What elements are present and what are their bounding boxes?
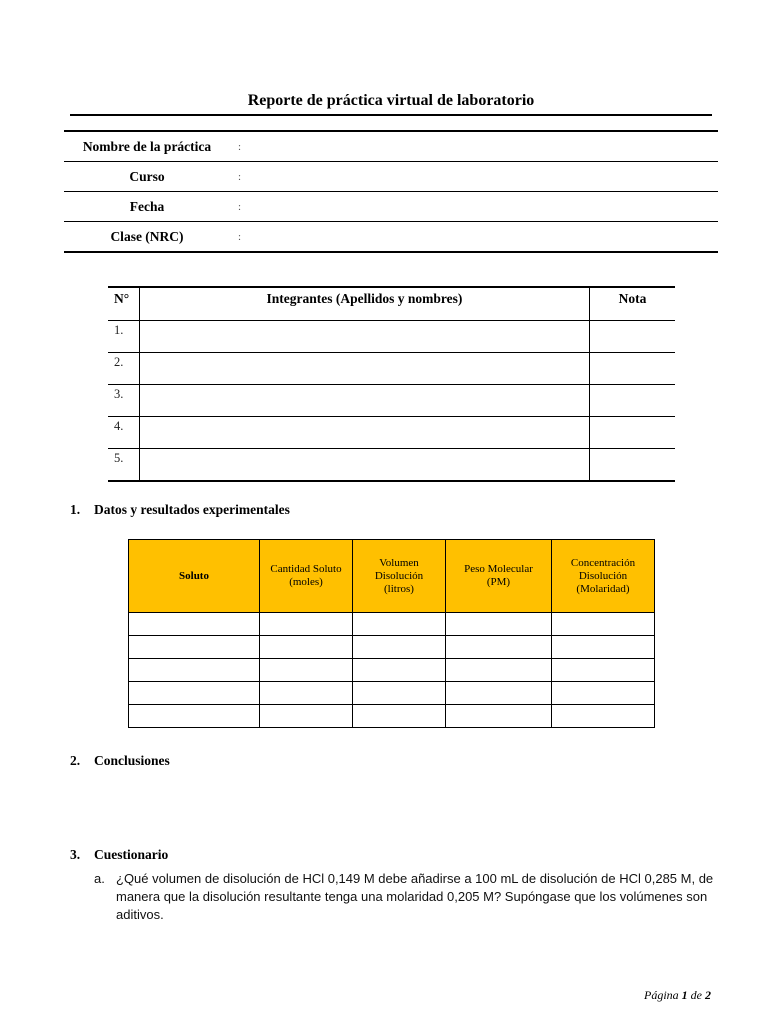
table-row — [129, 636, 655, 659]
table-row — [108, 385, 675, 417]
data-cell[interactable] — [129, 613, 260, 636]
header-line: (PM) — [486, 576, 511, 588]
data-cell[interactable] — [552, 705, 655, 728]
data-cell[interactable] — [446, 613, 552, 636]
data-cell[interactable] — [552, 613, 655, 636]
info-row-practice — [64, 131, 718, 162]
data-cell[interactable] — [446, 705, 552, 728]
section-number: 2. — [70, 753, 81, 768]
members-header-names: Integrantes (Apellidos y nombres) — [140, 287, 590, 321]
info-row-date — [64, 192, 718, 222]
data-cell[interactable] — [353, 682, 446, 705]
member-name-cell[interactable] — [140, 321, 590, 353]
member-number: 2. — [108, 353, 140, 385]
of-word: de — [690, 988, 702, 1002]
data-cell[interactable] — [552, 659, 655, 682]
info-label: Curso — [129, 168, 165, 184]
members-table — [108, 286, 675, 482]
data-cell[interactable] — [446, 682, 552, 705]
page-number: 1 — [681, 988, 688, 1002]
header-cantidad — [260, 540, 353, 613]
data-cell[interactable] — [260, 613, 353, 636]
header-line: (Molaridad) — [576, 582, 630, 595]
section-title: Datos y resultados experimentales — [94, 502, 290, 517]
data-cell[interactable] — [446, 636, 552, 659]
info-value-field[interactable] — [248, 192, 718, 222]
table-row — [108, 449, 675, 482]
page-word: Página — [644, 988, 679, 1002]
member-name-cell[interactable] — [140, 353, 590, 385]
data-cell[interactable] — [260, 682, 353, 705]
table-row — [129, 682, 655, 705]
info-label: Fecha — [129, 198, 165, 214]
data-cell[interactable] — [446, 659, 552, 682]
data-cell[interactable] — [129, 682, 260, 705]
section-heading-questionnaire — [70, 847, 168, 863]
table-row — [129, 613, 655, 636]
data-cell[interactable] — [129, 659, 260, 682]
info-label: Nombre de la práctica — [82, 138, 212, 154]
members-header-num: N° — [108, 287, 140, 321]
member-number: 4. — [108, 417, 140, 449]
section-heading-conclusions — [70, 753, 170, 769]
info-value-field[interactable] — [248, 162, 718, 192]
info-colon: : — [238, 170, 242, 183]
question-text: ¿Qué volumen de disolución de HCl 0,149 M debe añadirse a 100 mL de disolución de HCl 0,285 M, de manera que la disolución resultante tenga una molaridad 0,205 M? Supóngase que los volúmenes son aditivos. — [116, 871, 714, 922]
members-header-grade: Nota — [590, 287, 676, 321]
header-soluto: Soluto — [129, 540, 260, 613]
table-row — [108, 353, 675, 385]
section-number: 3. — [70, 847, 81, 862]
data-cell[interactable] — [353, 705, 446, 728]
info-label: Clase (NRC) — [110, 228, 184, 244]
data-cell[interactable] — [552, 682, 655, 705]
header-line: Concentración — [570, 556, 636, 569]
page-total: 2 — [705, 988, 711, 1002]
table-row — [129, 705, 655, 728]
header-volumen — [353, 540, 446, 613]
page-footer — [644, 988, 711, 1003]
section-number: 1. — [70, 502, 81, 517]
member-grade-cell[interactable] — [590, 321, 676, 353]
header-line: Volumen — [379, 556, 419, 569]
info-row-course — [64, 162, 718, 192]
member-grade-cell[interactable] — [590, 385, 676, 417]
info-row-class — [64, 222, 718, 253]
header-line: Disolución — [374, 569, 424, 582]
table-row — [129, 659, 655, 682]
table-row — [108, 321, 675, 353]
info-table — [64, 130, 718, 253]
question-item — [94, 870, 714, 924]
header-peso — [446, 540, 552, 613]
member-name-cell[interactable] — [140, 449, 590, 482]
question-letter: a. — [94, 871, 105, 886]
data-cell[interactable] — [353, 659, 446, 682]
info-colon: : — [238, 140, 242, 153]
member-name-cell[interactable] — [140, 417, 590, 449]
info-value-field[interactable] — [248, 131, 718, 162]
table-row — [108, 417, 675, 449]
info-colon: : — [238, 200, 242, 213]
section-heading-data — [70, 502, 290, 518]
section-title: Cuestionario — [94, 847, 169, 862]
experimental-data-table — [128, 539, 655, 728]
header-line: (moles) — [289, 576, 323, 588]
header-line: Cantidad Soluto — [270, 563, 342, 575]
info-colon: : — [238, 230, 242, 243]
member-grade-cell[interactable] — [590, 417, 676, 449]
info-value-field[interactable] — [248, 222, 718, 253]
data-cell[interactable] — [129, 636, 260, 659]
data-cell[interactable] — [353, 636, 446, 659]
header-line: (litros) — [384, 582, 414, 595]
header-line: Disolución — [578, 569, 628, 582]
member-grade-cell[interactable] — [590, 353, 676, 385]
members-header-row — [108, 287, 675, 321]
data-cell[interactable] — [129, 705, 260, 728]
member-number: 3. — [108, 385, 140, 417]
data-cell[interactable] — [260, 659, 353, 682]
data-header-row — [129, 540, 655, 613]
header-concentracion — [552, 540, 655, 613]
page-title: Reporte de práctica virtual de laboratorio — [247, 92, 535, 109]
member-name-cell[interactable] — [140, 385, 590, 417]
title-rule — [70, 114, 712, 116]
section-title: Conclusiones — [94, 753, 170, 768]
member-number: 1. — [108, 321, 140, 353]
data-cell[interactable] — [260, 636, 353, 659]
data-cell[interactable] — [353, 613, 446, 636]
member-number: 5. — [108, 449, 140, 482]
header-line: Peso Molecular — [464, 563, 533, 575]
data-cell[interactable] — [552, 636, 655, 659]
member-grade-cell[interactable] — [590, 449, 676, 482]
data-cell[interactable] — [260, 705, 353, 728]
